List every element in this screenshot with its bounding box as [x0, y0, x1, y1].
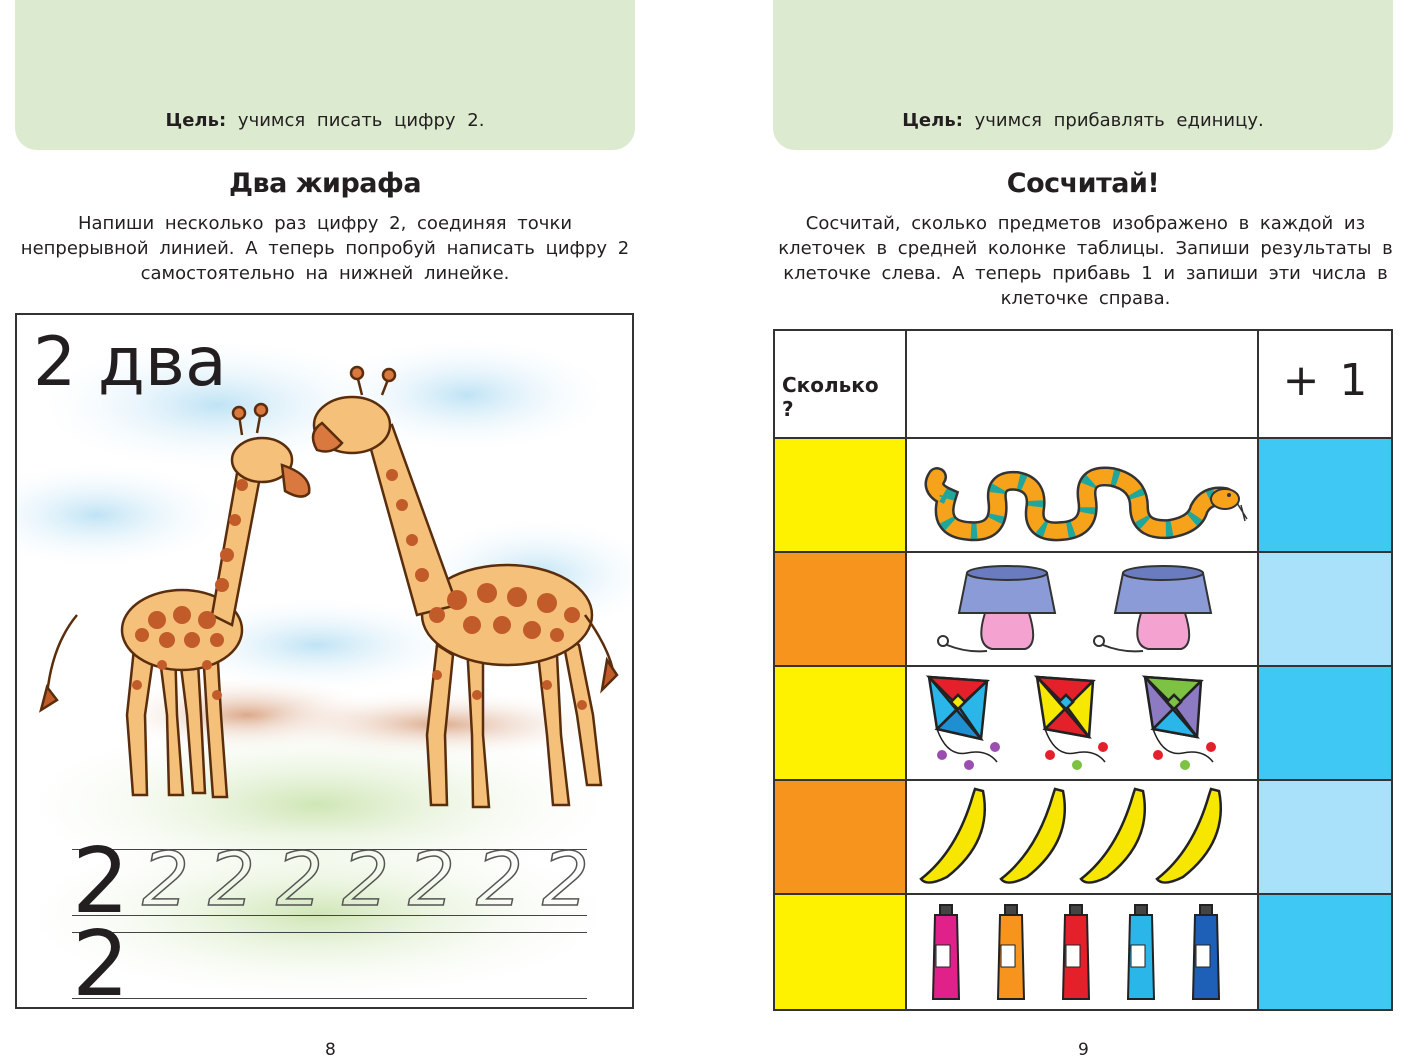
goal-text: [773, 110, 1393, 131]
free-write-row[interactable]: [72, 912, 587, 1009]
goal-description: учимся писать цифру 2.: [237, 110, 485, 131]
giraffe-illustration-frame: [15, 313, 634, 1009]
page-number: 8: [325, 1040, 336, 1060]
plus-one-answer-cell[interactable]: [1259, 553, 1391, 665]
number-caption: 2 два: [33, 323, 227, 402]
table-row: [775, 895, 1391, 1009]
ruler-line: [72, 998, 587, 999]
goal-text: [15, 110, 635, 131]
instructions: Сосчитай, сколько предметов изображено в каждой из клеточек в средней колонке таблицы. Запиши результаты в клеточке слева. А теперь прибавь 1 и запиши эти числа в клеточке справа.: [778, 213, 1393, 309]
instructions: Напиши несколько раз цифру 2, соединяя точки непрерывной линией. А теперь попробуй написать цифру 2 самостоятельно на нижней линейке.: [20, 213, 630, 284]
right-page: [760, 0, 1410, 1064]
page-number: 9: [1078, 1040, 1089, 1060]
plus-one-answer-cell[interactable]: [1259, 667, 1391, 779]
dotted-trace-digit[interactable]: 2: [408, 837, 456, 923]
dotted-trace-digit[interactable]: 2: [208, 837, 256, 923]
header-cell-plus-one: [1259, 331, 1391, 437]
items-cell: [907, 439, 1259, 551]
table-header-row: [775, 331, 1391, 437]
sample-digit: 2: [72, 912, 130, 1009]
dotted-trace-digit[interactable]: 2: [542, 837, 590, 923]
plus-one-answer-cell[interactable]: [1259, 781, 1391, 893]
kite-icon: [907, 667, 1257, 779]
dotted-trace-digit[interactable]: 2: [276, 837, 324, 923]
page-title: Два жирафа: [228, 168, 422, 199]
snake-icon: [907, 439, 1257, 551]
count-answer-cell[interactable]: [775, 667, 907, 779]
dotted-trace-digit[interactable]: 2: [476, 837, 524, 923]
goal-label: Цель:: [902, 110, 963, 131]
items-cell: [907, 781, 1259, 893]
goal-banner: [15, 0, 635, 150]
plus-one-answer-cell[interactable]: [1259, 439, 1391, 551]
items-cell: [907, 667, 1259, 779]
goal-banner: [773, 0, 1393, 150]
trace-practice-row: [72, 829, 590, 934]
items-cell: [907, 553, 1259, 665]
count-answer-cell[interactable]: [775, 895, 907, 1009]
dotted-trace-digit[interactable]: 2: [142, 837, 190, 923]
header-count-label: Сколько ?: [782, 373, 879, 421]
banana-icon: [907, 781, 1257, 893]
lamp-icon: [907, 553, 1257, 665]
ruler-line: [72, 932, 587, 933]
counting-table: [773, 329, 1393, 1011]
count-answer-cell[interactable]: [775, 553, 907, 665]
plus-one-label: + 1: [1282, 355, 1368, 406]
table-row: [775, 781, 1391, 893]
goal-description: учимся прибавлять единицу.: [974, 110, 1264, 131]
items-cell: [907, 895, 1259, 1009]
bottle-icon: [907, 895, 1257, 1009]
page-title: Сосчитай!: [1006, 168, 1160, 199]
table-row: [775, 553, 1391, 665]
header-cell-count: [775, 331, 907, 437]
sample-digit: 2: [72, 829, 130, 934]
goal-label: Цель:: [165, 110, 227, 131]
plus-one-answer-cell[interactable]: [1259, 895, 1391, 1009]
left-page: [0, 0, 650, 1064]
count-answer-cell[interactable]: [775, 439, 907, 551]
table-row: [775, 439, 1391, 551]
header-cell-items: [907, 331, 1259, 437]
count-answer-cell[interactable]: [775, 781, 907, 893]
dotted-trace-digit[interactable]: 2: [342, 837, 390, 923]
table-row: [775, 667, 1391, 779]
